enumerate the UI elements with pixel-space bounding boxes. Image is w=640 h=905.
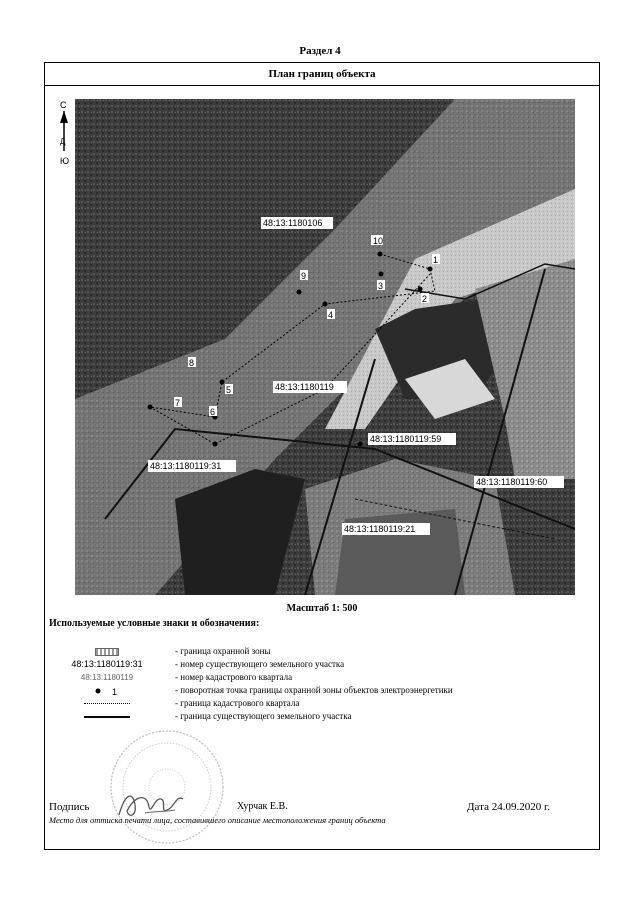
- mid-label: Д: [60, 137, 66, 146]
- frame-title: План границ объекта: [45, 63, 599, 86]
- legend-row-zone: [49, 645, 569, 658]
- point-label-3: 3: [378, 281, 384, 291]
- point-label-9: 9: [301, 271, 307, 281]
- legend-row-parcel-boundary: [49, 710, 569, 723]
- map-image: [75, 99, 575, 595]
- document-frame: [44, 62, 600, 850]
- point-label-5: 5: [226, 385, 232, 395]
- legend-title: Используемые условные знаки и обозначения:: [49, 618, 260, 629]
- south-label: Ю: [60, 156, 70, 166]
- kvartal-boundary-symbol: [84, 703, 130, 704]
- signer-name: Хурчак Е.В.: [237, 801, 288, 812]
- legend-row-turning-point: [49, 684, 569, 697]
- parcel-label-31: 48:13:1180119:31: [150, 461, 222, 471]
- legend-text-turning-point: - поворотная точка границы охранной зоны объектов электроэнергетики: [175, 685, 453, 695]
- parcel-label-59: 48:13:1180119:59: [370, 434, 442, 444]
- point-label-7: 7: [175, 398, 181, 408]
- legend-text-parcel-number: - номер существующего земельного участка: [175, 659, 345, 669]
- point-label-2: 2: [422, 294, 428, 304]
- parcel-label-60: 48:13:1180119:60: [476, 477, 548, 487]
- legend-text-zone: - граница охранной зоны: [175, 646, 271, 656]
- zone-boundary-symbol: [95, 648, 119, 656]
- legend-row-kvartal-boundary: [49, 697, 569, 710]
- signature-label: Подпись: [49, 801, 90, 813]
- legend: [49, 645, 569, 723]
- legend-sym-parcel-number: 48:13:1180119:31: [71, 659, 143, 669]
- north-label: С: [60, 100, 67, 110]
- parcel-label-21: 48:13:1180119:21: [344, 524, 416, 534]
- kvartal-label-1180119: 48:13:1180119: [275, 382, 334, 392]
- legend-text-kvartal-boundary: - граница кадастрового квартала: [175, 698, 300, 708]
- map-scale: Масштаб 1: 500: [286, 603, 358, 614]
- point-label-4: 4: [328, 310, 334, 320]
- point-label-10: 10: [373, 236, 384, 246]
- stamp-place-note: Место для оттиска печати лица, составившего описание местоположения границ объекта: [49, 815, 386, 825]
- legend-text-kvartal-number: - номер кадастрового квартала: [175, 672, 293, 682]
- turning-point-icon: [92, 685, 122, 697]
- legend-sym-point-number: 1: [112, 686, 118, 697]
- legend-text-parcel-boundary: - граница существующего земельного участка: [175, 711, 352, 721]
- section-title: Раздел 4: [299, 45, 341, 57]
- kvartal-label-1180106: 48:13:1180106: [263, 218, 323, 228]
- signature-date: Дата 24.09.2020 г.: [467, 801, 550, 813]
- north-arrow: [55, 99, 73, 169]
- legend-sym-turning-point: [49, 684, 165, 697]
- legend-sym-kvartal-number: 48:13:1180119: [80, 673, 134, 682]
- north-arrow-icon: [55, 99, 73, 169]
- legend-row-parcel-number: [49, 658, 569, 671]
- point-label-6: 6: [210, 407, 216, 417]
- point-label-1: 1: [433, 255, 439, 265]
- signature-row: [49, 801, 594, 815]
- cadastral-map: [75, 99, 575, 595]
- legend-row-kvartal-number: [49, 671, 569, 684]
- point-label-8: 8: [189, 358, 195, 368]
- parcel-boundary-symbol: [84, 716, 130, 718]
